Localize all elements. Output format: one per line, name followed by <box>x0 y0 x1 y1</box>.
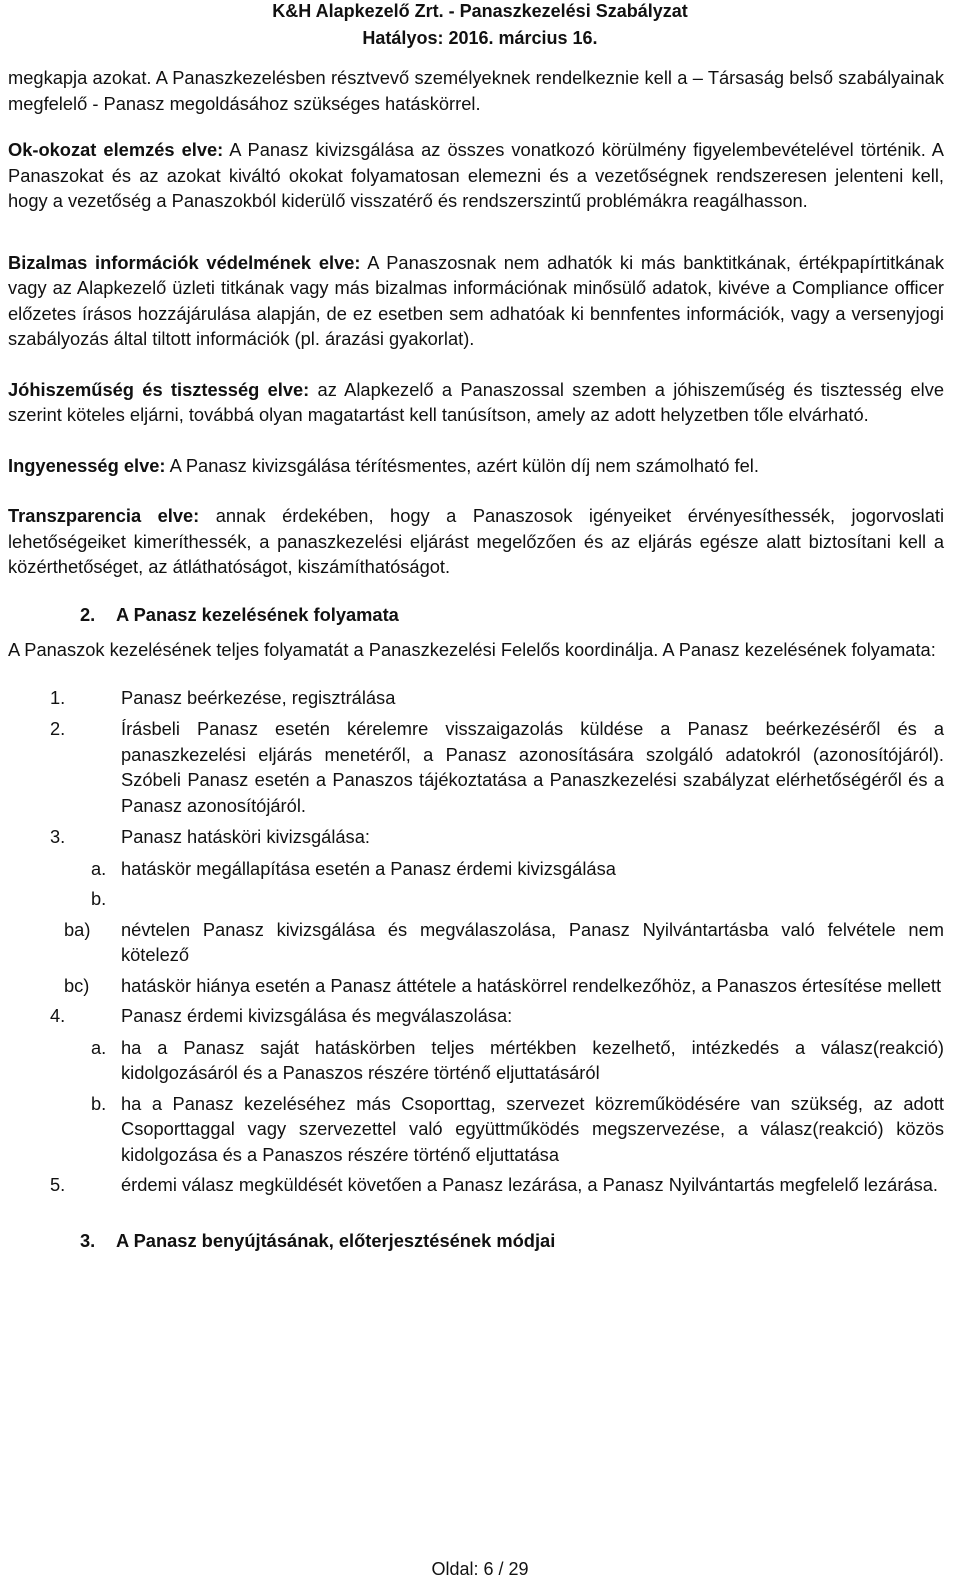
list-item <box>0 917 944 968</box>
paragraph-good-faith <box>8 377 944 428</box>
list-item <box>0 973 944 999</box>
list-item <box>8 685 944 711</box>
sub-step-text <box>121 888 126 909</box>
sub-step-letter: b. <box>91 1092 107 1114</box>
sub-step-letter: a. <box>91 1036 107 1058</box>
sub-sub-step-text: névtelen Panasz kivizsgálása és megválaszolása, Panasz Nyilvántartásba való felvétele nem kötelező <box>121 918 944 965</box>
sub-step-letter: b. <box>91 888 107 909</box>
list-item <box>0 1035 944 1086</box>
paragraph-transparency <box>8 503 944 580</box>
step-text: Panasz érdemi kivizsgálása és megválaszolása: <box>121 1005 513 1026</box>
list-item <box>8 1003 944 1029</box>
step-text: Panasz beérkezése, regisztrálása <box>121 686 396 708</box>
principle-heading: Ingyenesség elve: <box>8 454 166 476</box>
process-steps-list <box>8 685 944 1198</box>
section-title: A Panasz benyújtásának, előterjesztésének módjai <box>116 1229 556 1251</box>
list-item <box>8 1172 944 1198</box>
document-body <box>8 65 944 1263</box>
header-title: K&H Alapkezelő Zrt. - Panaszkezelési Szabályzat <box>272 1 688 21</box>
section-title: A Panasz kezelésének folyamata <box>116 603 399 625</box>
step-number: 2. <box>50 718 66 739</box>
step-number: 4. <box>50 1005 66 1026</box>
principle-heading: Transzparencia elve: <box>8 505 200 526</box>
section-3-heading <box>80 1228 944 1254</box>
principle-heading: Bizalmas információk védelmének elve: <box>8 251 361 273</box>
section-2-intro: A Panaszok kezelésének teljes folyamatát a Panaszkezelési Felelős koordinálja. A Panasz kezelésének folyamata: <box>8 639 936 660</box>
section-number: 2. <box>80 603 96 625</box>
paragraph-confidentiality <box>8 250 944 352</box>
step-text: Panasz hatásköri kivizsgálása: <box>121 826 370 847</box>
principle-text: A Panasz kivizsgálása az összes vonatkozó körülmény figyelembevételével történik. A Panaszokat és az azokat kiváltó okokat folyamatosan elemezni és a vezetőségnek rendszeresen jelenteni kell, hogy a vezetőség a Panaszokból kiderülő visszatérő és rendszerszintű problémákra reagálhasson. <box>8 139 945 211</box>
list-item <box>8 824 944 850</box>
step-text: Írásbeli Panasz esetén kérelemre visszaigazolás küldése a Panasz beérkezéséről és a panaszkezelési eljárás menetéről, a Panasz azonosítására szolgáló adatokról (azonosítójáról). Szóbeli Panasz esetén a Panaszos tájékoztatása a Panaszkezelési szabályzat elérhetőségéről és a Panasz azonosítójáról. <box>121 718 944 816</box>
list-item <box>8 716 944 818</box>
principle-text: az Alapkezelő a Panaszossal szemben a jóhiszeműség és tisztesség elve szerint köteles eljárni, továbbá olyan magatartást kell tanúsítson, amely az adott helyzetben tőle elvárható. <box>8 378 944 425</box>
principle-heading: Jóhiszeműség és tisztesség elve: <box>8 378 310 400</box>
step-number: 3. <box>50 826 66 847</box>
principle-heading: Ok-okozat elemzés elve: <box>8 139 224 160</box>
page-header <box>0 0 960 52</box>
header-effective-date: Hatályos: 2016. március 16. <box>362 28 598 48</box>
sub-step-text: ha a Panasz saját hatáskörben teljes mértékben kezelhető, intézkedés a válasz(reakció) kidolgozásáról és a Panaszos részére történő eljuttatásáról <box>121 1036 944 1083</box>
sub-step-text: hatáskör megállapítása esetén a Panasz érdemi kivizsgálása <box>121 857 616 879</box>
sub-step-letter: a. <box>91 857 107 879</box>
list-item <box>0 886 944 912</box>
principle-text: A Panaszosnak nem adhatók ki más banktitkának, értékpapírtitkának vagy az Alapkezelő üzleti titkának vagy más bizalmas információnak minősülő adatok, kivéve a Compliance officer előzetes írásos hozzájárulása alapján, de ez esetben sem adhatóak ki bennfentes információk, vagy a versenyjogi szabályozás által tiltott információk (pl. árazási gyakorlat). <box>8 251 945 349</box>
sub-sub-step-text: hatáskör hiánya esetén a Panasz áttétele a hatáskörrel rendelkezőhöz, a Panaszos értesítése mellett <box>121 974 942 996</box>
step-number: 1. <box>50 686 66 708</box>
paragraph-continuation: megkapja azokat. A Panaszkezelésben résztvevő személyeknek rendelkeznie kell a – Társaság belső szabályainak megfelelő - Panasz megoldásához szükséges hatáskörrel. <box>8 67 944 114</box>
section-2-heading <box>80 602 944 628</box>
principle-text: annak érdekében, hogy a Panaszosok igényeiket érvényesíthessék, jogorvoslati lehetőségeiket kimeríthessék, a panaszkezelési eljárást megelőzően és az eljárás egésze alatt biztosítani kell a közérthetőséget, az átláthatóságot, kiszámíthatóságot. <box>8 505 945 577</box>
step-text: érdemi válasz megküldését követően a Panasz lezárása, a Panasz Nyilvántartás megfelelő lezárása. <box>121 1174 938 1195</box>
section-number: 3. <box>80 1229 96 1251</box>
list-item <box>0 856 944 882</box>
step-number: 5. <box>50 1174 66 1195</box>
principle-text: A Panasz kivizsgálása térítésmentes, azért külön díj nem számolható fel. <box>165 454 759 476</box>
sub-sub-step-label: bc) <box>64 974 90 996</box>
list-item <box>0 1091 944 1168</box>
page-number: Oldal: 6 / 29 <box>431 1559 529 1579</box>
paragraph-cause-effect <box>8 137 944 214</box>
sub-step-text: ha a Panasz kezeléséhez más Csoporttag, szervezet közreműködésére van szükség, az adott Csoporttaggal vagy szervezettel való együttműködés megszervezése, a válasz(reakció) közös kidolgozása és a Panaszos részére történő eljuttatása <box>121 1092 944 1165</box>
sub-sub-step-label: ba) <box>64 918 91 940</box>
paragraph-free-of-charge <box>8 453 944 479</box>
